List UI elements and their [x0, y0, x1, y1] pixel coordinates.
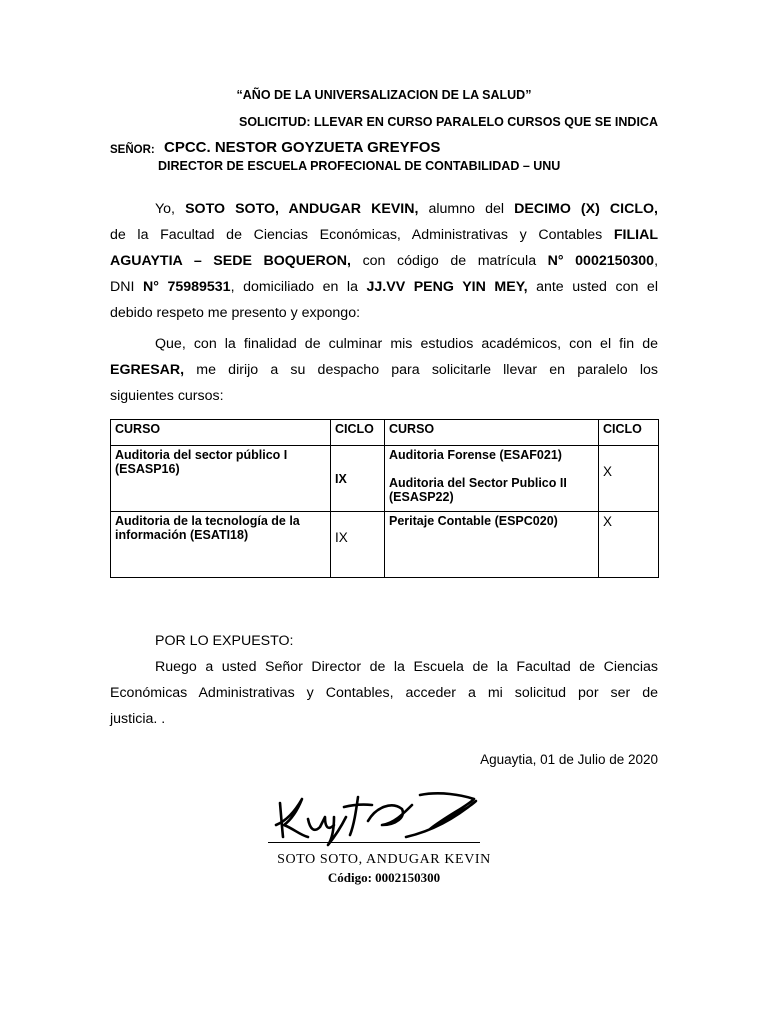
signer-name: SOTO SOTO, ANDUGAR KEVIN — [277, 852, 491, 867]
dni-number: N° 75989531 — [142, 279, 231, 295]
year-motto: “AÑO DE LA UNIVERSALIZACION DE LA SALUD” — [236, 88, 532, 102]
date-line: Aguaytia, 01 de Julio de 2020 — [480, 752, 658, 767]
table-header: CICLO — [599, 420, 659, 446]
address: JJ.VV PENG YIN MEY, — [366, 279, 528, 295]
course-cell: Auditoria del sector público I (ESASP16) — [111, 446, 331, 512]
student-name: SOTO SOTO, ANDUGAR KEVIN, — [185, 201, 419, 217]
table-header: CICLO — [331, 420, 385, 446]
closing-paragraph: POR LO EXPUESTO: Ruego a usted Señor Director de la Escuela de la Facultad de Ciencias Económicas Administrativas y Contables, acceder a mi solicitud por ser de justicia. . — [110, 633, 658, 727]
student-cycle: DECIMO (X) CICLO, — [514, 201, 658, 217]
course-cell: Peritaje Contable (ESPC020) — [385, 512, 599, 578]
table-row — [111, 446, 659, 512]
intro-paragraph: Yo, SOTO SOTO, ANDUGAR KEVIN, alumno del DECIMO (X) CICLO, de la Facultad de Ciencias Económicas, Administrativas y Contables FILIAL AGUAYTIA – SEDE BOQUERON, con código de matrícula N° 0002150300, DNI N° 75989531, domiciliado en la JJ.VV PENG YIN MEY, ante usted con el debido respeto me presento y expongo: — [110, 201, 659, 321]
enrollment-code: N° 0002150300 — [547, 253, 655, 269]
table-header: CURSO — [111, 420, 331, 446]
por-lo-expuesto: POR LO EXPUESTO: — [155, 633, 294, 649]
handwritten-signature — [270, 785, 485, 847]
cycle-cell: X — [599, 512, 659, 578]
addressee-name: CPCC. NESTOR GOYZUETA GREYFOS — [164, 139, 441, 156]
signature-line — [268, 842, 480, 843]
table-header: CURSO — [385, 420, 599, 446]
cycle-cell: IX — [331, 512, 385, 578]
signer-code: Código: 0002150300 — [327, 870, 441, 885]
table-row — [111, 512, 659, 578]
cycle-cell: IX — [331, 446, 385, 512]
course-cell: Auditoria de la tecnología de la información (ESATI18) — [111, 512, 331, 578]
courses-table — [110, 419, 659, 578]
table-header-row — [111, 420, 659, 446]
addressee-role: DIRECTOR DE ESCUELA PROFECIONAL DE CONTABILIDAD – UNU — [158, 159, 561, 173]
request-subject: SOLICITUD: LLEVAR EN CURSO PARALELO CURSOS QUE SE INDICA — [238, 115, 658, 129]
request-paragraph: Que, con la finalidad de culminar mis estudios académicos, con el fin de EGRESAR, me dirijo a su despacho para solicitarle llevar en paralelo los siguientes cursos: — [110, 336, 658, 404]
cycle-cell: X — [599, 446, 659, 512]
addressee-label: SEÑOR: — [110, 144, 155, 156]
course-cell: Auditoria Forense (ESAF021) Auditoria del Sector Publico II (ESASP22) — [385, 446, 599, 512]
